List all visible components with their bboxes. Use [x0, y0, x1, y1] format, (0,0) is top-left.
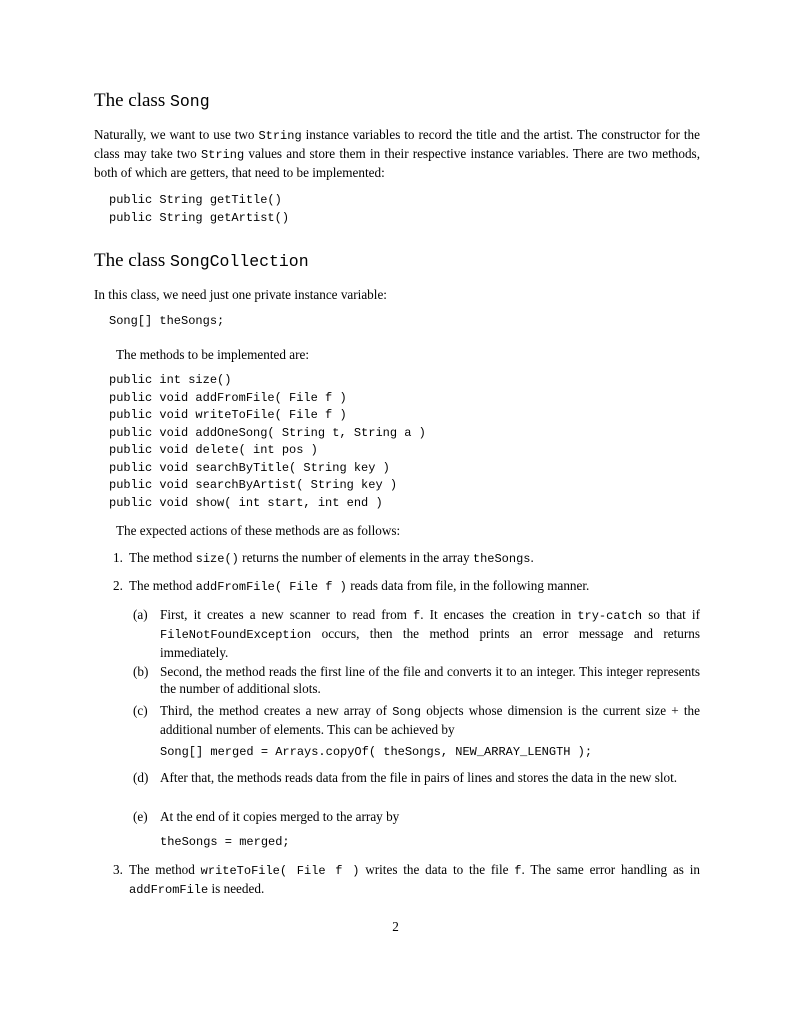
code-line: public String getArtist() [109, 210, 290, 225]
text-run: . The same error handling as in [521, 862, 700, 877]
text-run: At the end of it copies merged to the array by [160, 809, 400, 824]
section-heading-songcollection [94, 250, 309, 273]
code-line: public void writeToFile( File f ) [109, 408, 347, 422]
collection-intro: In this class, we need just one private instance variable: [94, 287, 387, 302]
text-run: returns the number of elements in the array [238, 550, 473, 565]
heading-code: SongCollection [169, 252, 309, 271]
text-run: values and store them in their respective instance variables. There are two methods, both of which are getters, that need to be implemented: [94, 146, 700, 180]
text-run: instance variables to record the title and the artist. The constructor for the class may take two [94, 127, 700, 161]
inline-code: Song [392, 705, 422, 719]
list-item-text [129, 861, 700, 899]
field-code: Song[] theSongs; [109, 314, 225, 328]
heading-text: The class [94, 250, 170, 271]
text-run: reads data from file, in the following manner. [346, 578, 590, 593]
text-run: First, it creates a new scanner to read from [160, 607, 414, 622]
sub-list-item-label: (c) [133, 703, 148, 718]
code-line: public void searchByArtist( String key ) [109, 478, 398, 492]
list-item-number: 2. [113, 578, 123, 593]
sub-list-item-text [160, 808, 700, 825]
text-run: . [530, 550, 534, 565]
sub-list-item-label: (a) [133, 607, 148, 622]
inline-code: writeToFile( File f ) [200, 864, 360, 878]
sub-list-item-label: (e) [133, 809, 148, 824]
text-run: objects whose dimension is the current size + the additional number of elements. This can be achieved by [160, 703, 700, 737]
code-line: public void delete( int pos ) [109, 443, 318, 457]
sub-list-item-text [160, 663, 700, 697]
song-paragraph [94, 126, 700, 181]
sub-list-item-text [160, 702, 700, 738]
text-run: is needed. [208, 881, 265, 896]
actions-intro: The expected actions of these methods are as follows: [116, 523, 401, 538]
code-line: public void addOneSong( String t, String a ) [109, 425, 426, 440]
inline-code: String [200, 148, 245, 162]
text-run: The method [129, 862, 201, 877]
code-line: public String getTitle() [109, 193, 282, 207]
page-number: 2 [392, 919, 399, 934]
inline-code: f [514, 864, 522, 878]
list-item-number: 1. [113, 550, 123, 565]
code-line: public void addFromFile( File f ) [109, 390, 347, 405]
methods-code [109, 372, 426, 512]
inline-code: String [258, 129, 302, 143]
text-run: . It encases the creation in [420, 607, 578, 622]
code-line: public int size() [109, 373, 232, 387]
heading-code: Song [169, 92, 210, 111]
list-item-number: 3. [113, 862, 123, 877]
inline-code: addFromFile( File f ) [195, 580, 347, 594]
text-run: Naturally, we want to use two [94, 127, 259, 142]
text-run: The method [129, 550, 196, 565]
inline-code: theSongs [472, 552, 531, 566]
code-line: public void searchByTitle( String key ) [109, 460, 390, 475]
inline-code: addFromFile [129, 883, 209, 897]
inline-code: try-catch [577, 609, 643, 623]
text-run: writes the data to the file [359, 862, 515, 877]
song-getters-code [109, 192, 289, 227]
methods-intro: The methods to be implemented are: [116, 347, 309, 362]
sub-list-item-text [160, 606, 700, 661]
inline-code: f [413, 609, 421, 623]
list-item-text [129, 549, 700, 568]
text-run: The method [129, 578, 196, 593]
sub-list-item-text [160, 769, 700, 786]
sub-list-item-label: (d) [133, 770, 149, 785]
inline-code: size() [195, 552, 239, 566]
text-run: Third, the method creates a new array of [160, 703, 393, 718]
heading-text: The class [94, 90, 170, 111]
sub-list-item-label: (b) [133, 664, 149, 679]
section-heading-song [94, 90, 210, 113]
text-run: so that if [642, 607, 700, 622]
code-line: public void show( int start, int end ) [109, 495, 383, 510]
text-run: occurs, then the method prints an error message and returns immediately. [160, 626, 700, 660]
text-run: After that, the methods reads data from the file in pairs of lines and stores the data in the new slot. [160, 770, 678, 785]
merged-code: Song[] merged = Arrays.copyOf( theSongs, NEW_ARRAY_LENGTH ); [160, 745, 593, 759]
list-item-text [129, 577, 700, 596]
assign-code: theSongs = merged; [160, 835, 290, 849]
text-run: Second, the method reads the first line of the file and converts it to an integer. This integer represents the number of additional slots. [160, 664, 700, 696]
inline-code: FileNotFoundException [160, 628, 312, 642]
